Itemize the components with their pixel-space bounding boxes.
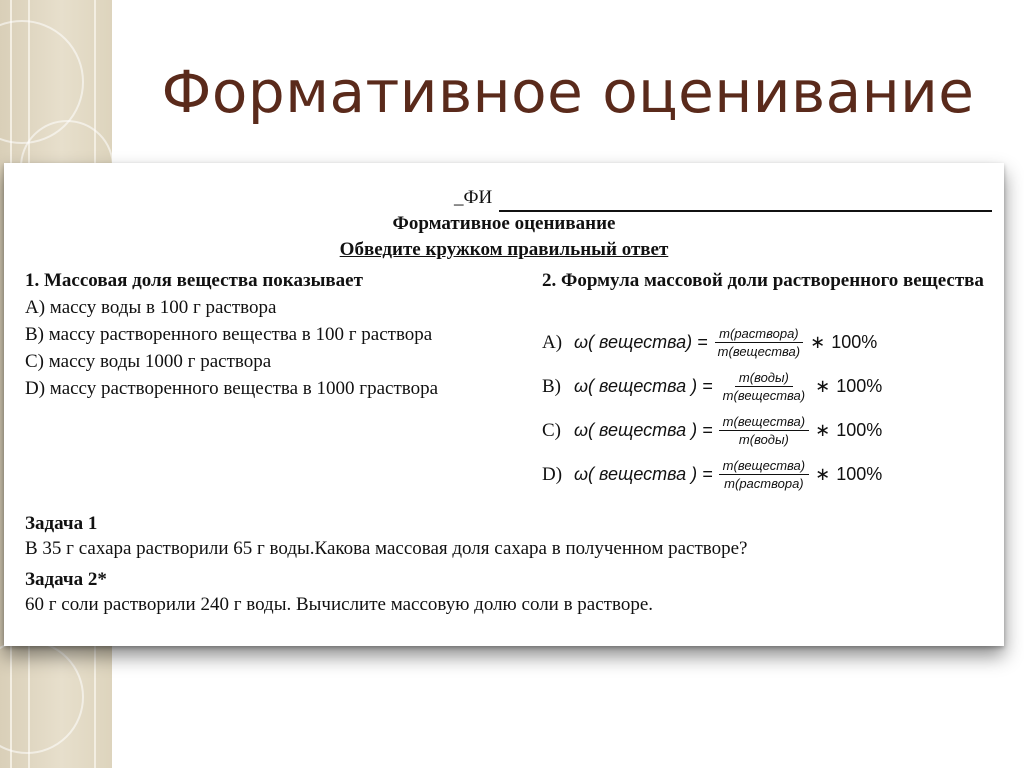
question-2-title-text: 2. Формула массовой доли растворенного вещества — [542, 270, 984, 291]
formula-option-a[interactable] — [542, 326, 877, 359]
task-1 — [25, 513, 747, 560]
formula-factor: 100% — [831, 332, 878, 352]
task-2-text: 60 г соли растворили 240 г воды. Вычислите массовую долю соли в растворе. — [25, 594, 654, 615]
question-2-title — [542, 267, 1002, 294]
formula-numerator: m(воды) — [735, 370, 793, 387]
multiply-sign: ∗ — [815, 420, 831, 440]
formula-numerator: m(раствора) — [715, 326, 802, 343]
formula-denominator: m(вещества) — [717, 344, 801, 359]
name-field-line — [499, 210, 992, 212]
formula-fraction — [714, 326, 804, 359]
question-1 — [25, 267, 525, 402]
formula-denominator: m(вещества) — [722, 388, 806, 403]
formula-option-d[interactable] — [542, 458, 882, 491]
question-1-option-d[interactable] — [25, 375, 525, 402]
decorative-circle — [0, 640, 84, 754]
formula-denominator: m(раствора) — [724, 476, 804, 491]
slide-title: Формативное оценивание — [161, 58, 975, 126]
task-1-title: Задача 1 — [25, 513, 98, 534]
formula-denominator: m(воды) — [738, 432, 789, 447]
instruction-text: Обведите кружком правильный ответ — [339, 239, 669, 260]
question-1-title: 1. Массовая доля вещества показывает — [25, 270, 363, 291]
formula-lhs: ω( вещества ) = — [574, 376, 713, 396]
formula-numerator: m(вещества) — [719, 414, 809, 431]
multiply-sign: ∗ — [810, 332, 826, 352]
multiply-sign: ∗ — [815, 464, 831, 484]
formula-fraction — [719, 370, 809, 403]
question-1-option-a[interactable]: А) массу воды в 100 г раствора — [25, 297, 277, 318]
formula-lhs: ω( вещества ) = — [574, 464, 713, 484]
formula-factor: 100% — [836, 376, 883, 396]
question-1-option-b[interactable]: В) массу растворенного вещества в 100 г раствора — [25, 324, 433, 345]
formula-fraction — [719, 414, 809, 447]
formula-label: А) — [542, 331, 563, 353]
formula-lhs: ω( вещества ) = — [574, 420, 713, 440]
formula-lhs: ω( вещества) = — [574, 332, 708, 352]
formula-label: С) — [542, 419, 561, 441]
assessment-sheet — [4, 163, 1004, 646]
task-1-text: В 35 г сахара растворили 65 г воды.Какова массовая доля сахара в полученном растворе? — [25, 538, 748, 559]
formula-option-c[interactable] — [542, 414, 882, 447]
sheet-title: Формативное оценивание — [392, 213, 616, 234]
formula-label: В) — [542, 375, 561, 397]
formula-factor: 100% — [836, 464, 883, 484]
formula-label: D) — [542, 463, 563, 485]
formula-numerator: m(вещества) — [719, 458, 809, 475]
name-field-label: _ФИ — [454, 187, 493, 208]
formula-fraction — [719, 458, 809, 491]
multiply-sign: ∗ — [815, 376, 831, 396]
formula-option-b[interactable] — [542, 370, 882, 403]
sheet-instruction — [4, 239, 1004, 261]
question-1-option-d-text: D) массу растворенного вещества в 1000 граствора — [25, 378, 439, 399]
formula-factor: 100% — [836, 420, 883, 440]
task-2 — [25, 569, 653, 616]
task-2-title: Задача 2* — [25, 569, 107, 590]
question-1-option-c[interactable]: С) массу воды 1000 г раствора — [25, 351, 272, 372]
